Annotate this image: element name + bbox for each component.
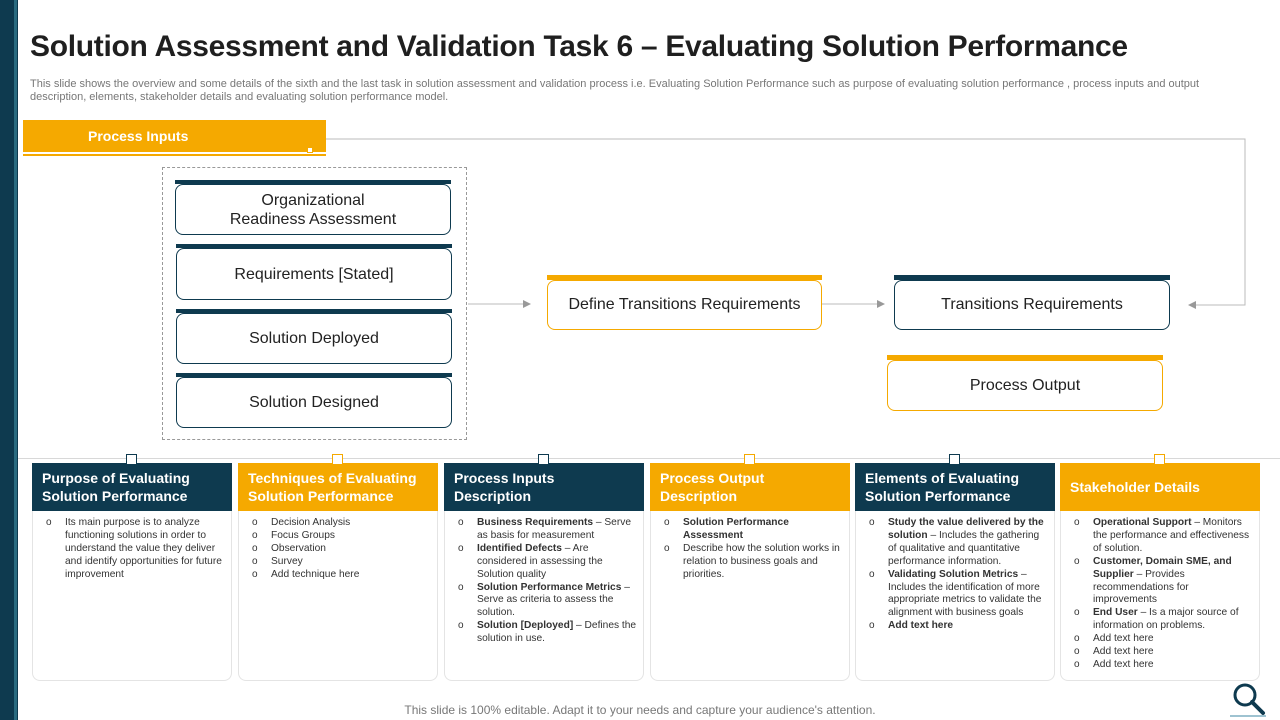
list-item-bold: Customer, Domain SME, and Supplier (1093, 555, 1232, 580)
list-item (247, 543, 433, 556)
input-solution-designed: Solution Designed (176, 377, 452, 428)
list-item-bold: Solution [Deployed] (477, 620, 574, 632)
column-heading: Process Inputs Description (444, 463, 644, 511)
list-item-bold: Add text here (888, 620, 954, 632)
column-body (444, 511, 644, 681)
list-item-text: – Serve as basis for measurement (477, 517, 632, 541)
list-item (247, 517, 433, 530)
list-item (864, 569, 1050, 621)
column-marker (1154, 454, 1165, 465)
column-marker (744, 454, 755, 465)
list-item (453, 582, 639, 621)
process-output-box: Process Output (887, 360, 1163, 411)
tag-handle (307, 147, 313, 153)
column-marker (126, 454, 137, 465)
column-techniques (238, 463, 438, 681)
column-marker (538, 454, 549, 465)
list-item-text: Focus Groups (271, 529, 335, 541)
list-item (659, 517, 845, 543)
list-item (453, 620, 639, 646)
section-divider (18, 458, 1280, 459)
list-item-text: – Provides recommendations for improvements (1093, 568, 1189, 606)
list-item-text: – Are considered in assessing the Solution quality (477, 542, 603, 580)
column-body (855, 511, 1055, 681)
list-item-text: – Includes the identification of more appropriate metrics to validate the alignment with business goals (888, 568, 1042, 619)
column-heading: Stakeholder Details (1060, 463, 1260, 511)
list-item-text: Decision Analysis (271, 517, 351, 528)
input-requirements-stated: Requirements [Stated] (176, 248, 452, 300)
list-item (41, 517, 227, 582)
list-item (247, 569, 433, 582)
input-solution-deployed: Solution Deployed (176, 313, 452, 364)
list-item-text: Add text here (1093, 658, 1154, 670)
column-marker (949, 454, 960, 465)
column-marker (332, 454, 343, 465)
list-item-text: Observation (271, 542, 326, 554)
list-item-bold: Validating Solution Metrics (888, 568, 1019, 580)
column-heading: Purpose of Evaluating Solution Performance (32, 463, 232, 511)
list-item (1069, 659, 1255, 672)
list-item-text: – Includes the gathering of qualitative and quantitative performance information. (888, 529, 1040, 567)
column-heading: Techniques of Evaluating Solution Performance (238, 463, 438, 511)
list-item-text: Add technique here (271, 568, 360, 580)
process-inputs-label: Process Inputs (88, 128, 189, 144)
list-item-text: – Serve as criteria to assess the solution. (477, 581, 630, 619)
list-item-text: Survey (271, 555, 303, 567)
list-item-text: Add text here (1093, 646, 1154, 658)
column-elements (855, 463, 1055, 681)
column-body (650, 511, 850, 681)
footer-note: This slide is 100% editable. Adapt it to your needs and capture your audience's attention. (404, 703, 876, 717)
left-accent-bar (0, 0, 18, 720)
list-item (1069, 556, 1255, 608)
search-icon (1228, 680, 1268, 718)
list-item-bold: Solution Performance Metrics (477, 581, 622, 593)
list-item (1069, 646, 1255, 659)
list-item-text: Its main purpose is to analyze functioning solutions in order to understand the value they deliver and identify opportunities for future improvement (65, 517, 222, 580)
list-item (864, 620, 1050, 633)
column-heading: Elements of Evaluating Solution Performance (855, 463, 1055, 511)
list-item-text: – Monitors the performance and effectiveness of solution. (1093, 517, 1250, 554)
list-item-bold: Operational Support (1093, 517, 1192, 528)
list-item (1069, 517, 1255, 556)
page-title: Solution Assessment and Validation Task 6 – Evaluating Solution Performance (30, 30, 1128, 63)
list-item (453, 543, 639, 582)
list-item-bold: Solution Performance Assessment (683, 517, 789, 541)
column-body (238, 511, 438, 681)
column-purpose (32, 463, 232, 681)
column-stakeholders (1060, 463, 1260, 681)
column-body (1060, 511, 1260, 681)
list-item (1069, 607, 1255, 633)
list-item-bold: End User (1093, 607, 1138, 619)
input-organizational-readiness: Organizational Readiness Assessment (175, 184, 451, 235)
transitions-requirements-box: Transitions Requirements (894, 280, 1170, 330)
column-body (32, 511, 232, 681)
define-transitions-box: Define Transitions Requirements (547, 280, 822, 330)
list-item (1069, 633, 1255, 646)
list-item (453, 517, 639, 543)
column-heading: Process Output Description (650, 463, 850, 511)
column-process-inputs (444, 463, 644, 681)
list-item-bold: Business Requirements (477, 517, 594, 528)
list-item-text: – Is a major source of information on problems. (1093, 607, 1239, 632)
list-item (864, 517, 1050, 569)
list-item-text: – Defines the solution in use. (477, 620, 637, 645)
column-process-output (650, 463, 850, 681)
page-subtitle: This slide shows the overview and some details of the sixth and the last task in solution assessment and validation process i.e. Evaluating Solution Performance such as purpose of evaluating solution performance , process inputs and output description, elements, stakeholder details and evaluating solution performance model. (30, 78, 1200, 103)
list-item-text: Describe how the solution works in relation to business goals and priorities. (683, 542, 840, 580)
list-item (659, 543, 845, 582)
list-item (247, 556, 433, 569)
process-inputs-tag (23, 120, 326, 156)
list-item-bold: Study the value delivered by the solution (888, 517, 1044, 541)
list-item (247, 530, 433, 543)
list-item-bold: Identified Defects (477, 542, 562, 554)
list-item-text: Add text here (1093, 633, 1154, 645)
tag-strip (23, 152, 326, 154)
